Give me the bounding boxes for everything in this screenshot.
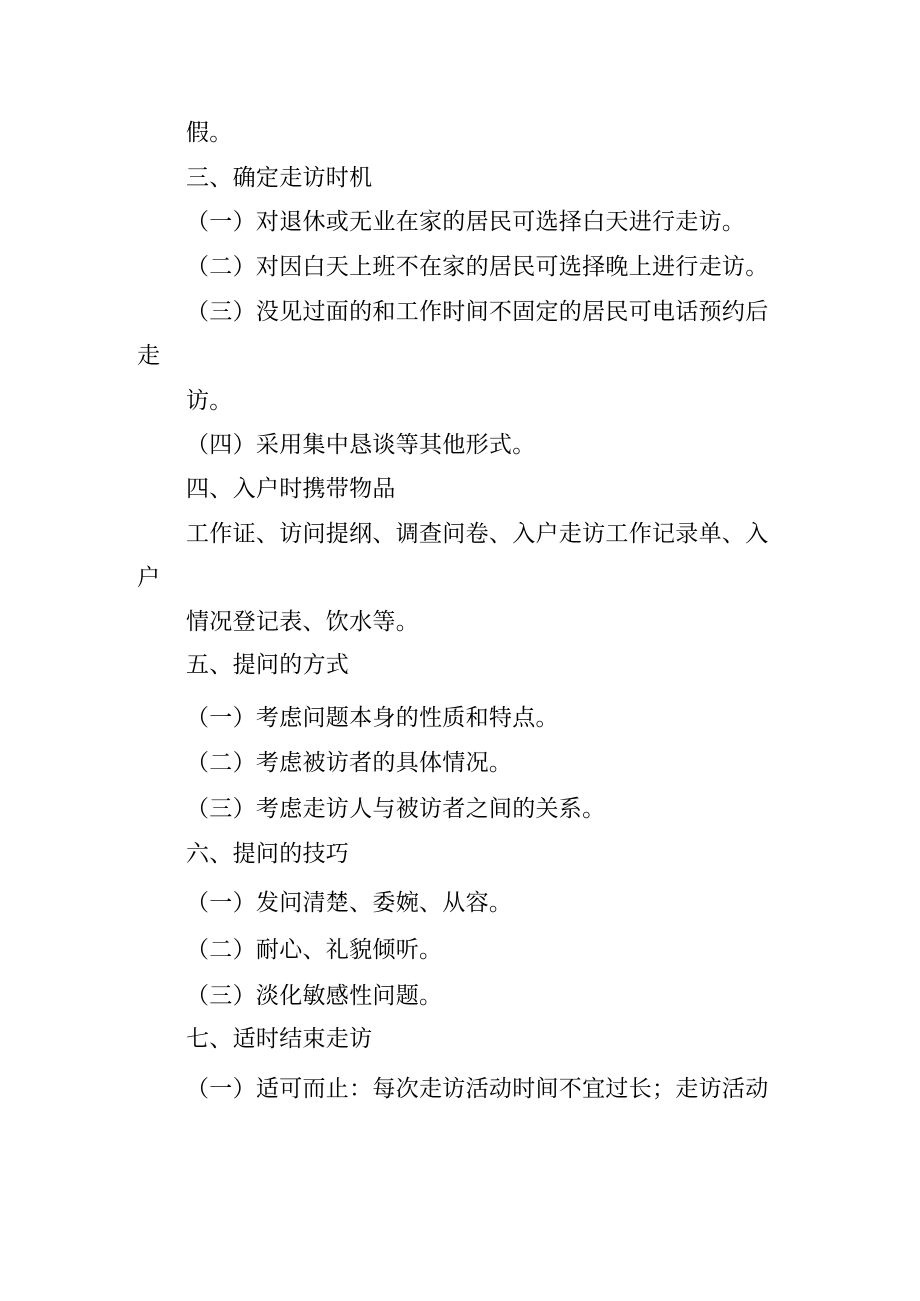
list-item: （二）考虑被访者的具体情况。 xyxy=(186,750,513,776)
text-line: 假。 xyxy=(186,120,233,146)
list-item: （三）考虑走访人与被访者之间的关系。 xyxy=(186,796,606,822)
list-item: （一）对退休或无业在家的居民可选择白天进行走访。 xyxy=(186,209,746,235)
section-heading: 七、适时结束走访 xyxy=(186,1026,373,1052)
list-item: （一）考虑问题本身的性质和特点。 xyxy=(186,705,559,731)
text-line: 访。 xyxy=(186,388,233,414)
list-item: （二）对因白天上班不在家的居民可选择晚上进行走访。 xyxy=(186,254,769,280)
section-heading: 四、入户时携带物品 xyxy=(186,476,396,502)
list-item: （一）适可而止：每次走访活动时间不宜过长；走访活动 xyxy=(186,1076,769,1102)
section-heading: 三、确定走访时机 xyxy=(186,165,373,191)
list-item: （二）耐心、礼貌倾听。 xyxy=(186,937,443,963)
text-line: 户 xyxy=(137,565,161,591)
text-line: 工作证、访问提纲、调查问卷、入户走访工作记录单、入 xyxy=(186,521,769,547)
section-heading: 五、提问的方式 xyxy=(186,652,350,678)
text-line: 走 xyxy=(137,343,161,369)
text-line: 情况登记表、饮水等。 xyxy=(186,609,419,635)
list-item: （三）淡化敏感性问题。 xyxy=(186,983,443,1009)
list-item: （三）没见过面的和工作时间不固定的居民可电话预约后 xyxy=(186,299,769,325)
list-item: （一）发问清楚、委婉、从容。 xyxy=(186,890,513,916)
list-item: （四）采用集中恳谈等其他形式。 xyxy=(186,432,536,458)
section-heading: 六、提问的技巧 xyxy=(186,841,350,867)
